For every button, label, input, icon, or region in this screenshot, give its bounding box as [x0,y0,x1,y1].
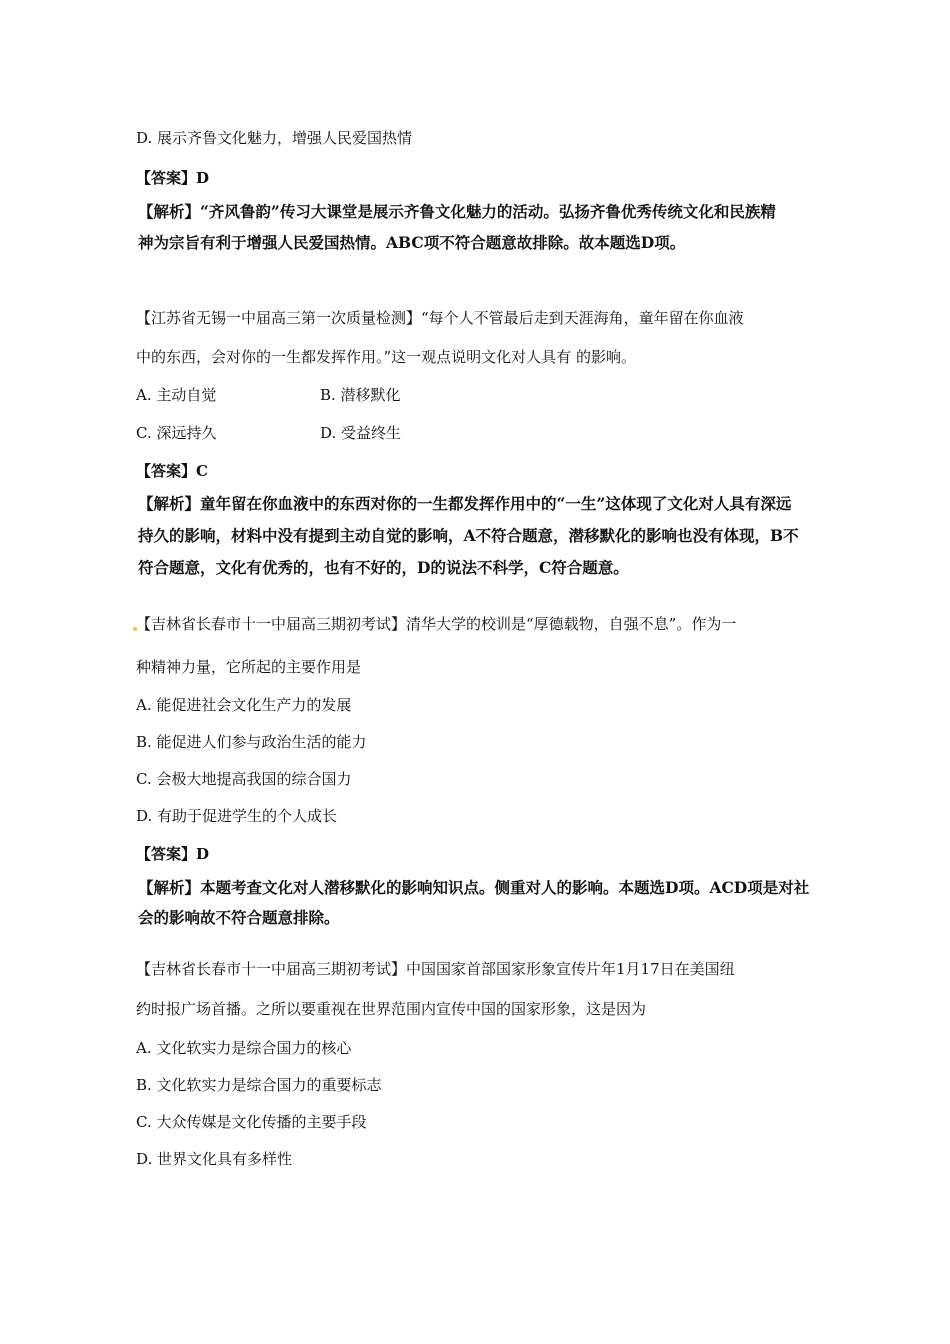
explanation-line-2: 持久的影响，材料中没有提到主动自觉的影响，A不符合题意，潜移默化的影响也没有体现，B不 [138,526,799,545]
option-a-text: A. 文化软实力是综合国力的核心 [136,1039,352,1057]
answer-label: 【答案】C [136,462,208,480]
option-d-text: D. 受益终生 [320,424,402,442]
option-d-text: D. 世界文化具有多样性 [136,1150,293,1168]
option-d-text: D. 有助于促进学生的个人成长 [136,807,338,825]
answer-label: 【答案】D [136,845,210,863]
question-line-2: 约时报广场首播。之所以要重视在世界范围内宣传中国的国家形象，这是因为 [136,1000,647,1018]
option-c-text: C. 大众传媒是文化传播的主要手段 [136,1113,367,1131]
explanation-line-1: 【解析】童年留在你血液中的东西对你的一生都发挥作用中的“一生”这体现了文化对人具有深远 [138,494,792,513]
question-line-1: 【吉林省长春市十一中届高三期初考试】清华大学的校训是“厚德载物，自强不息”。作为一 [136,615,737,633]
explanation-line-1: 【解析】本题考查文化对人潜移默化的影响知识点。侧重对人的影响。本题选D项。ACD项是对社 [138,878,810,897]
explanation-line-2: 神为宗旨有利于增强人民爱国热情。ABC项不符合题意故排除。故本题选D项。 [138,233,686,252]
option-b-text: B. 文化软实力是综合国力的重要标志 [136,1076,382,1094]
option-b-text: B. 潜移默化 [320,386,401,404]
explanation-line-1: 【解析】“齐风鲁韵”传习大课堂是展示齐鲁文化魅力的活动。弘扬齐鲁优秀传统文化和民族精 [138,202,776,221]
explanation-line-3: 符合题意，文化有优秀的，也有不好的，D的说法不科学，C符合题意。 [138,558,629,577]
question-line-1: 【吉林省长春市十一中届高三期初考试】中国国家首部国家形象宣传片年1月17日在美国纽 [136,960,735,978]
question-line-1: 【江苏省无锡一中届高三第一次质量检测】“每个人不管最后走到天涯海角，童年留在你血液 [136,309,744,327]
option-a-text: A. 主动自觉 [136,386,217,404]
option-b-text: B. 能促进人们参与政治生活的能力 [136,733,367,751]
option-a-text: A. 能促进社会文化生产力的发展 [136,696,352,714]
question-line-2: 种精神力量，它所起的主要作用是 [136,658,362,676]
option-d-text: D. 展示齐鲁文化魅力，增强人民爱国热情 [136,129,413,147]
explanation-line-2: 会的影响故不符合题意排除。 [138,908,340,927]
option-c-text: C. 会极大地提高我国的综合国力 [136,770,352,788]
question-line-2: 中的东西，会对你的一生都发挥作用。”这一观点说明文化对人具有 的影响。 [136,348,636,366]
answer-label: 【答案】D [136,169,210,187]
option-c-text: C. 深远持久 [136,424,217,442]
